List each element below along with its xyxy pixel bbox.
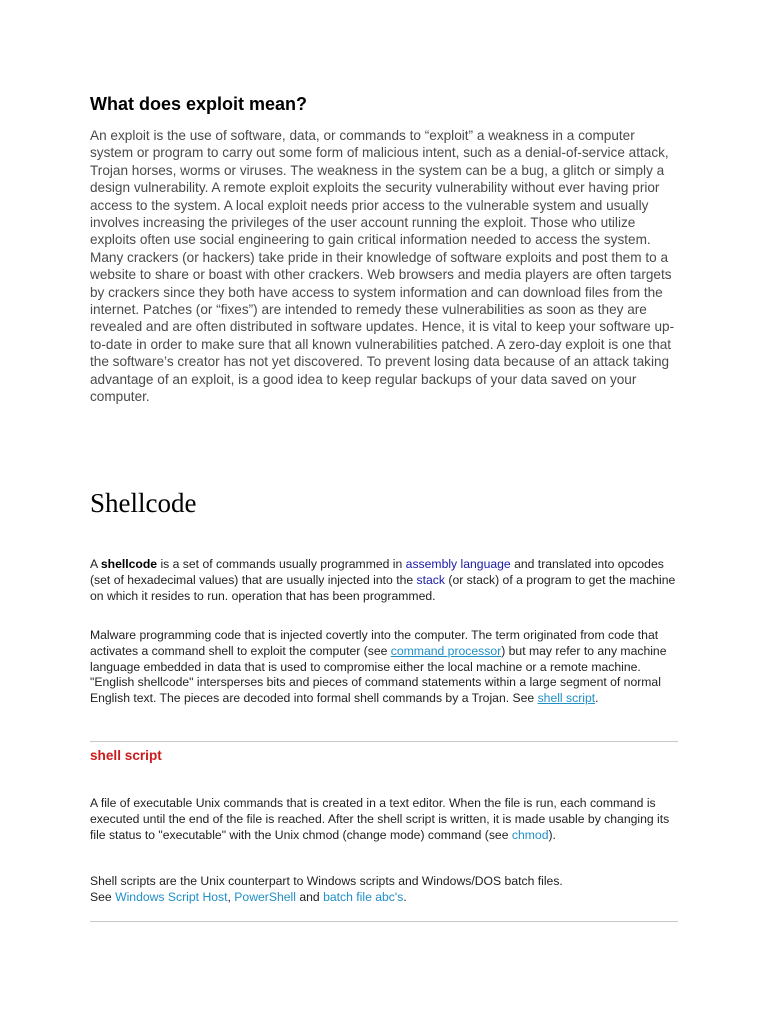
windows-script-host-link[interactable]: Windows Script Host bbox=[115, 889, 228, 904]
text-run: Shell scripts are the Unix counterpart to Windows scripts and Windows/DOS batch files. bbox=[90, 874, 563, 888]
chmod-link[interactable]: chmod bbox=[511, 827, 549, 842]
exploit-paragraph: An exploit is the use of software, data, or commands to “exploit” a weakness in a computer system or program to carry out some form of malicious intent, such as a denial-of-service attack, Trojan horses, worms or viruses. The weakness in the system can be a bug, a glitch or simply a design vulnerability. A remote exploit exploits the security vulnerability without ever having prior access to the system. A local exploit needs prior access to the vulnerable system and usually involves increasing the privileges of the user account running the exploit. Those who utilize exploits often use social engineering to gain critical information needed to access the system. Many crackers (or hackers) take pride in their knowledge of software exploits and post them to a website to share or boast with other crackers. Web browsers and media players are often targets by crackers since they both have access to system information and can download files from the internet. Patches (or “fixes”) are intended to remedy these vulnerabilities as soon as they are revealed and are often distributed in software updates. Hence, it is vital to keep your software up-to-date in order to make sure that all known vulnerabilities patched. A zero-day exploit is one that the software’s creator has not yet discovered. To prevent losing data because of an attack taking advantage of an exploit, is a good idea to keep regular backups of your data saved on your computer. bbox=[90, 128, 675, 405]
shellcode-definition-paragraph bbox=[90, 557, 678, 604]
shell-script-counterpart-paragraph bbox=[90, 874, 678, 906]
text-run: See bbox=[90, 889, 116, 904]
text-run: , bbox=[227, 889, 235, 904]
text-run: and translated into opcodes (set of hexadecimal values) that are usually injected into the bbox=[90, 557, 664, 587]
text-run: A bbox=[90, 557, 101, 571]
text-run: and bbox=[295, 889, 324, 904]
shell-script-link[interactable]: shell script bbox=[537, 691, 596, 706]
exploit-heading: What does exploit mean? bbox=[90, 94, 308, 114]
text-run: ) but may refer to any machine language embedded in data that is used to compromise either the local machine or a remote machine. "English shellcode" intersperses bits and pieces of command statements within a large segment of normal English text. The pieces are decoded into formal shell commands by a Trojan. See bbox=[90, 643, 667, 706]
shellcode-heading: Shellcode bbox=[90, 488, 197, 518]
assembly-language-link[interactable]: assembly language bbox=[405, 557, 511, 571]
divider bbox=[90, 741, 678, 742]
powershell-link[interactable]: PowerShell bbox=[234, 889, 296, 904]
stack-link[interactable]: stack bbox=[416, 572, 445, 587]
text-run: A file of executable Unix commands that is created in a text editor. When the file is run, each command is executed until the end of the file is reached. After the shell script is written, it is made usable by changing its file status to "executable" with the Unix chmod (change mode) command (see bbox=[90, 796, 670, 842]
batch-file-link[interactable]: batch file abc's bbox=[323, 889, 404, 904]
text-run: . bbox=[403, 889, 407, 904]
text-run: . bbox=[595, 691, 599, 706]
shellcode-term: shellcode bbox=[100, 557, 158, 571]
shellcode-malware-paragraph bbox=[90, 628, 678, 707]
text-run: is a set of commands usually programmed in bbox=[157, 557, 406, 571]
divider bbox=[90, 921, 678, 922]
shell-script-definition-paragraph bbox=[90, 796, 678, 843]
text-run: Malware programming code that is injected covertly into the computer. The term originated from code that activates a command shell to exploit the computer (see bbox=[90, 628, 659, 658]
command-processor-link[interactable]: command processor bbox=[390, 643, 502, 658]
shell-script-heading: shell script bbox=[90, 748, 162, 763]
text-run: ). bbox=[548, 827, 556, 842]
text-run: (or stack) of a program to get the machine on which it resides to run. operation that has been programmed. bbox=[90, 572, 676, 603]
